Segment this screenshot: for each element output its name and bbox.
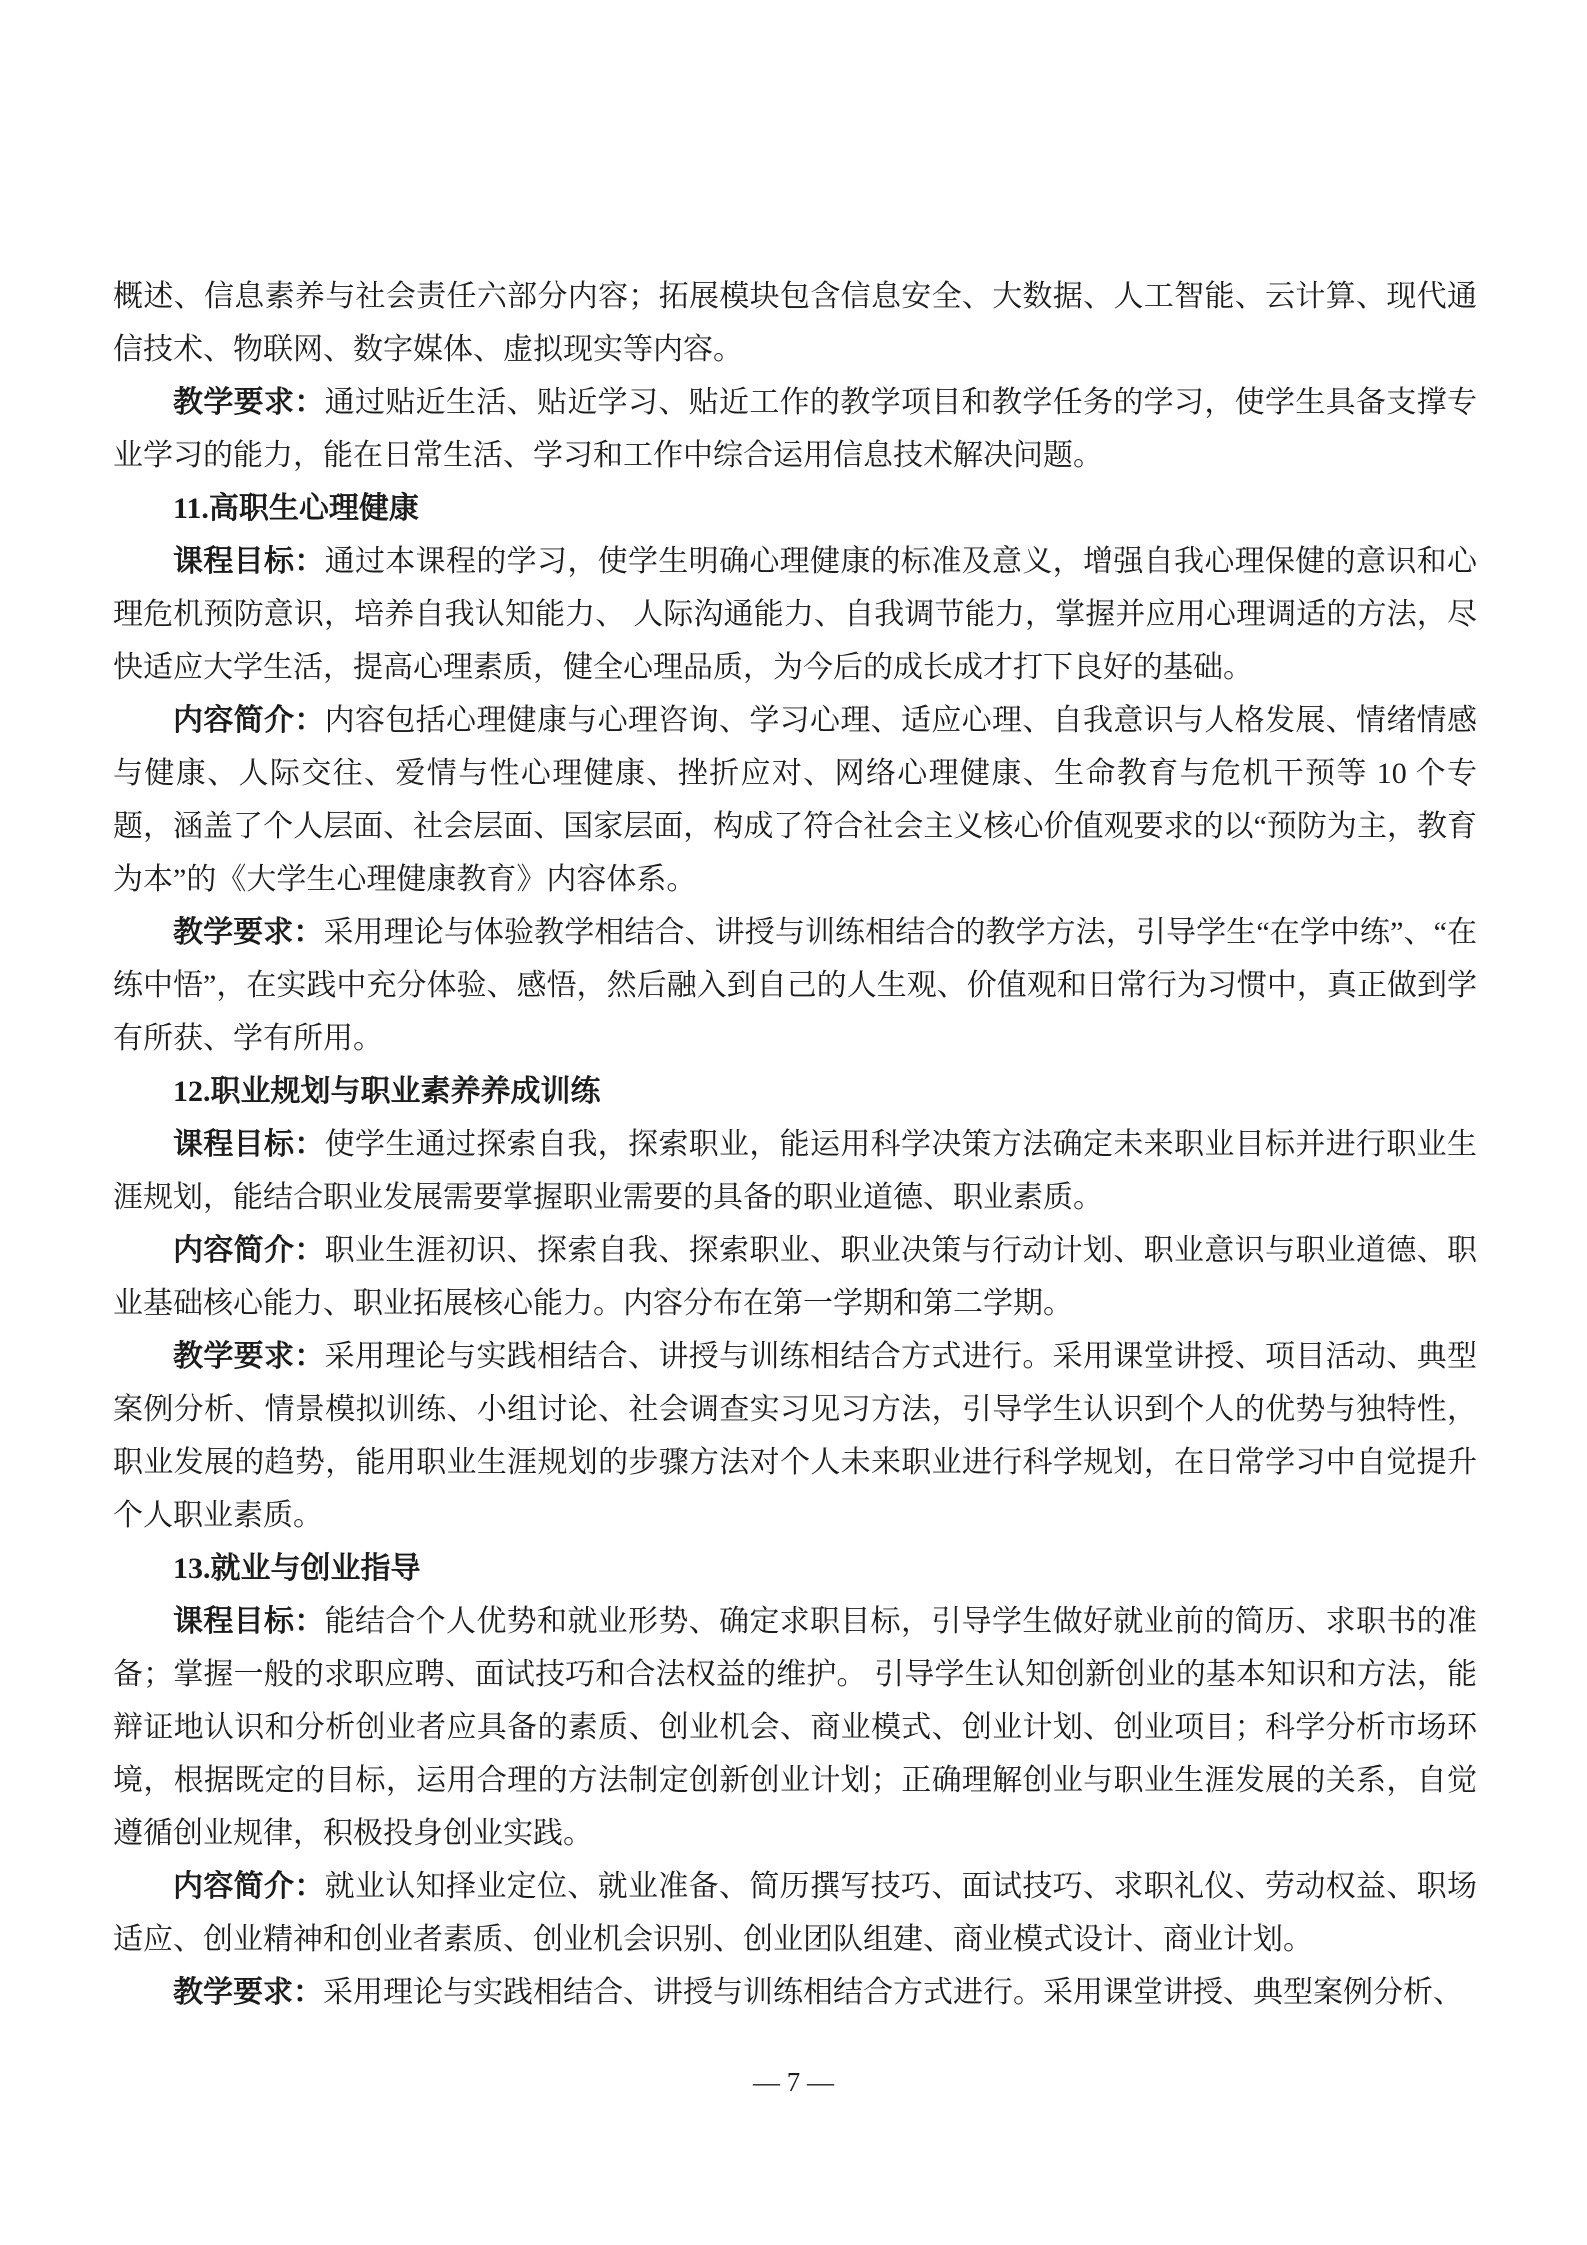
paragraph-lead: 教学要求： [173,386,325,419]
page-footer [0,2062,1587,2102]
paragraph-lead: 教学要求： [173,1976,323,2009]
paragraph [113,1330,1477,1542]
section-heading-11 [113,482,1477,535]
page-number: — 7 — [753,2067,834,2097]
paragraph [113,270,1477,376]
paragraph-lead: 内容简介： [173,1234,325,1267]
paragraph-text: 采用理论与实践相结合、讲授与训练相结合方式进行。采用课堂讲授、典型案例分析、 [323,1976,1463,2009]
section-heading-text: 11.高职生心理健康 [173,492,419,525]
paragraph-text: 概述、信息素养与社会责任六部分内容；拓展模块包含信息安全、大数据、人工智能、云计算、现代通信技术、物联网、数字媒体、虚拟现实等内容。 [113,280,1477,366]
paragraph-lead: 教学要求： [173,916,324,949]
paragraph [113,906,1477,1065]
paragraph-text: 通过贴近生活、贴近学习、贴近工作的教学项目和教学任务的学习，使学生具备支撑专业学习的能力，能在日常生活、学习和工作中综合运用信息技术解决问题。 [113,386,1478,472]
paragraph-text: 使学生通过探索自我，探索职业，能运用科学决策方法确定未来职业目标并进行职业生涯规划，能结合职业发展需要掌握职业需要的具备的职业道德、职业素质。 [113,1128,1478,1214]
paragraph [113,1966,1477,2019]
paragraph [113,694,1477,906]
paragraph-lead: 课程目标： [173,545,325,578]
paragraph-lead: 内容简介： [173,1870,325,1903]
paragraph-text: 通过本课程的学习，使学生明确心理健康的标准及意义，增强自我心理保健的意识和心理危机预防意识，培养自我认知能力、 人际沟通能力、自我调节能力，掌握并应用心理调适的方法，尽快适应大学生活，提高心理素质，健全心理品质，为今后的成长成才打下良好的基础。 [113,545,1478,684]
paragraph-text: 采用理论与体验教学相结合、讲授与训练相结合的教学方法，引导学生“在学中练”、“在练中悟”，在实践中充分体验、感悟，然后融入到自己的人生观、价值观和日常行为习惯中，真正做到学有所获、学有所用。 [113,916,1478,1055]
paragraph-lead: 课程目标： [173,1128,325,1161]
section-heading-text: 12.职业规划与职业素养养成训练 [173,1075,601,1108]
paragraph-text: 职业生涯初识、探索自我、探索职业、职业决策与行动计划、职业意识与职业道德、职业基础核心能力、职业拓展核心能力。内容分布在第一学期和第二学期。 [113,1234,1478,1320]
paragraph-lead: 内容简介： [173,704,325,737]
section-heading-13 [113,1542,1477,1595]
paragraph [113,1224,1477,1330]
paragraph-text: 能结合个人优势和就业形势、确定求职目标，引导学生做好就业前的简历、求职书的准备；掌握一般的求职应聘、面试技巧和合法权益的维护。 引导学生认知创新创业的基本知识和方法，能辩证地认识和分析创业者应具备的素质、创业机会、商业模式、创业计划、创业项目；科学分析市场环境，根据既定的目标，运用合理的方法制定创新创业计划；正确理解创业与职业生涯发展的关系，自觉遵循创业规律，积极投身创业实践。 [113,1605,1478,1850]
section-heading-text: 13.就业与创业指导 [173,1552,421,1585]
paragraph-lead: 课程目标： [173,1605,325,1638]
paragraph-lead: 教学要求： [173,1340,325,1373]
paragraph [113,1860,1477,1966]
paragraph-text: 就业认知择业定位、就业准备、简历撰写技巧、面试技巧、求职礼仪、劳动权益、职场适应、创业精神和创业者素质、创业机会识别、创业团队组建、商业模式设计、商业计划。 [113,1870,1478,1956]
paragraph [113,376,1477,482]
section-heading-12 [113,1065,1477,1118]
paragraph [113,1118,1477,1224]
document-body [113,270,1477,2019]
paragraph [113,1595,1477,1860]
paragraph-text: 内容包括心理健康与心理咨询、学习心理、适应心理、自我意识与人格发展、情绪情感与健康、人际交往、爱情与性心理健康、挫折应对、网络心理健康、生命教育与危机干预等 10 个专题，涵盖了个人层面、社会层面、国家层面，构成了符合社会主义核心价值观要求的以“预防为主，教育为本”的《大学生心理健康教育》内容体系。 [113,704,1478,896]
paragraph [113,535,1477,694]
paragraph-text: 采用理论与实践相结合、讲授与训练相结合方式进行。采用课堂讲授、项目活动、典型案例分析、情景模拟训练、小组讨论、社会调查实习见习方法，引导学生认识到个人的优势与独特性，职业发展的趋势，能用职业生涯规划的步骤方法对个人未来职业进行科学规划，在日常学习中自觉提升个人职业素质。 [113,1340,1478,1532]
